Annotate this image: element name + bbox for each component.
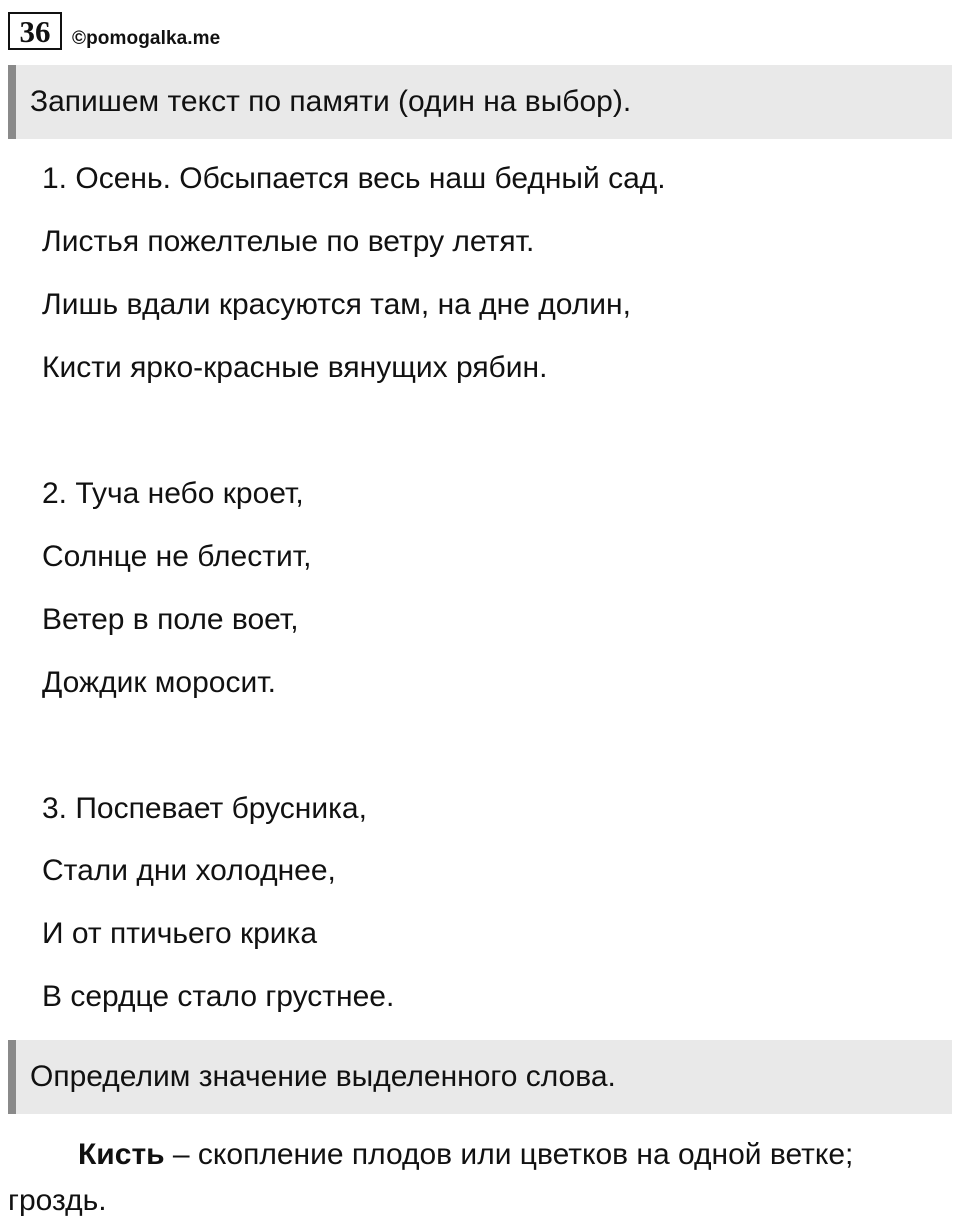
poem-3-line-4: В сердце стало грустнее. <box>42 980 395 1013</box>
definition-paragraph <box>8 1132 938 1224</box>
poem-2-line-1: 2. Туча небо кроет, <box>42 477 304 510</box>
task-banner-2-text: Определим значение выделенного слова. <box>30 1060 616 1093</box>
poem-3-line-1: 3. Поспевает брусника, <box>42 792 367 825</box>
task-banner-1-text: Запишем текст по памяти (один на выбор). <box>30 85 632 118</box>
exercise-number: 36 <box>8 12 62 50</box>
poem-1-line-2: Листья пожелтелые по ветру летят. <box>42 225 535 258</box>
poem-1-line-4: Кисти ярко-красные вянущих рябин. <box>42 351 548 384</box>
poem-1-line-1: 1. Осень. Обсыпается весь наш бедный сад. <box>42 162 666 195</box>
poem-2-line-4: Дождик моросит. <box>42 666 276 699</box>
poem-2-line-2: Солнце не блестит, <box>42 540 312 573</box>
poem-3-line-3: И от птичьего крика <box>42 917 318 950</box>
definition-term: Кисть <box>78 1138 165 1171</box>
task-banner-2 <box>8 1040 952 1114</box>
page-header <box>8 6 220 50</box>
site-watermark: ©pomogalka.me <box>72 28 221 49</box>
task-banner-1 <box>8 65 952 139</box>
definition-text: – скопление плодов или цветков на одной ветке; гроздь. <box>8 1138 854 1217</box>
poem-2-line-3: Ветер в поле воет, <box>42 603 299 636</box>
poem-1-line-3: Лишь вдали красуются там, на дне долин, <box>42 288 631 321</box>
poem-3-line-2: Стали дни холоднее, <box>42 854 336 887</box>
